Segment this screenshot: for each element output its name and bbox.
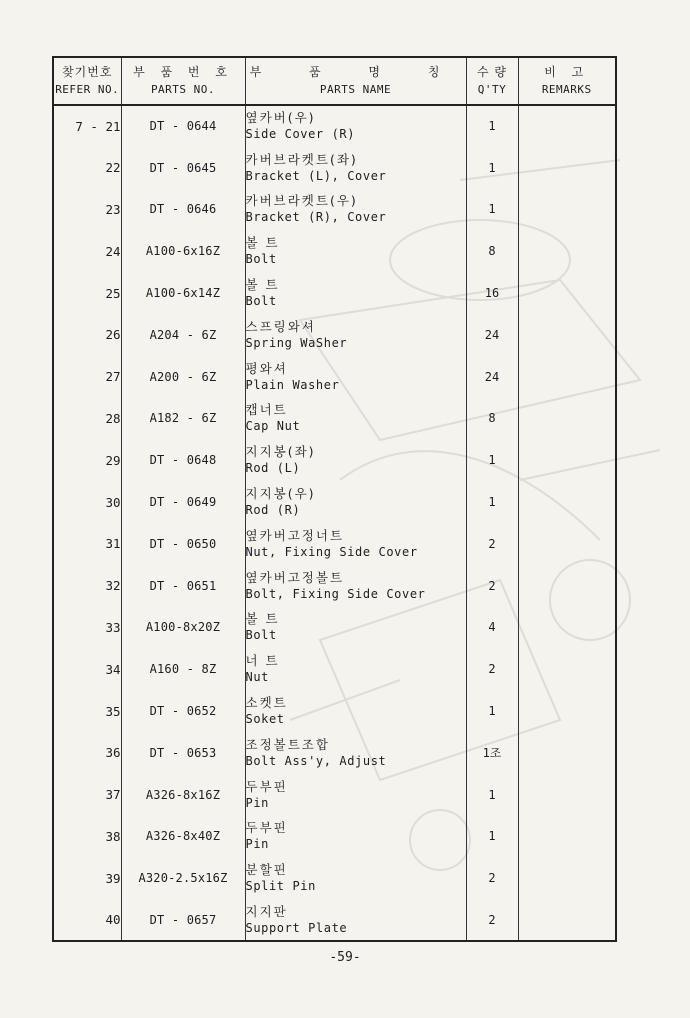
table-row <box>53 481 616 523</box>
part-name-english: Pin <box>245 795 269 810</box>
part-name-korean: 너 트 <box>245 653 280 669</box>
qty-cell: 1 <box>466 105 518 147</box>
part-name-cell <box>245 857 466 899</box>
table-row <box>53 816 616 858</box>
table-row <box>53 607 616 649</box>
part-no-cell: A100-6x14Z <box>121 272 245 314</box>
part-no-cell: DT - 0649 <box>121 481 245 523</box>
qty-cell: 2 <box>466 899 518 941</box>
remarks-cell <box>518 857 616 899</box>
part-name-korean: 볼 트 <box>245 611 280 627</box>
part-name-english: Plain Washer <box>245 377 340 392</box>
table-row <box>53 147 616 189</box>
qty-cell: 1 <box>466 439 518 481</box>
remarks-cell <box>518 230 616 272</box>
refer-no-cell: 31 <box>53 523 121 565</box>
part-name-cell <box>245 481 466 523</box>
qty-cell: 1 <box>466 481 518 523</box>
qty-cell: 1조 <box>466 732 518 774</box>
part-name-cell <box>245 607 466 649</box>
qty-cell: 2 <box>466 523 518 565</box>
refer-no-cell: 27 <box>53 356 121 398</box>
part-no-cell: A100-8x20Z <box>121 607 245 649</box>
table-row <box>53 356 616 398</box>
part-no-cell: DT - 0650 <box>121 523 245 565</box>
part-no-cell: A160 - 8Z <box>121 648 245 690</box>
part-name-korean: 옆카버(우) <box>245 110 316 126</box>
part-name-english: Pin <box>245 837 269 852</box>
remarks-cell <box>518 314 616 356</box>
table-row <box>53 732 616 774</box>
table-row <box>53 690 616 732</box>
part-name-english: Support Plate <box>245 920 348 935</box>
part-name-cell <box>245 648 466 690</box>
refer-no-cell: 33 <box>53 607 121 649</box>
qty-cell: 4 <box>466 607 518 649</box>
remarks-cell <box>518 523 616 565</box>
part-name-korean: 지지판 <box>245 903 288 919</box>
remarks-cell <box>518 899 616 941</box>
refer-no-cell: 29 <box>53 439 121 481</box>
part-name-cell <box>245 356 466 398</box>
table-row <box>53 439 616 481</box>
table-header-row <box>53 57 616 105</box>
part-name-korean: 캡너트 <box>245 402 288 418</box>
part-name-english: Nut <box>245 670 269 685</box>
qty-cell: 16 <box>466 272 518 314</box>
part-name-korean: 지지봉(우) <box>245 486 316 502</box>
part-name-english: Bracket (R), Cover <box>245 210 387 225</box>
part-name-english: Bolt <box>245 252 277 267</box>
part-name-korean: 옆카버고정너트 <box>245 527 345 543</box>
qty-cell: 2 <box>466 857 518 899</box>
table-row <box>53 648 616 690</box>
part-name-korean: 두부핀 <box>245 820 288 836</box>
parts-table-body <box>53 105 616 941</box>
part-name-korean: 카버브라켓트(우) <box>245 193 358 209</box>
remarks-cell <box>518 398 616 440</box>
part-no-cell: A326-8x40Z <box>121 816 245 858</box>
part-name-cell <box>245 147 466 189</box>
part-no-cell: DT - 0657 <box>121 899 245 941</box>
remarks-cell <box>518 565 616 607</box>
refer-no-cell: 37 <box>53 774 121 816</box>
part-name-korean: 지지봉(좌) <box>245 444 316 460</box>
remarks-cell <box>518 607 616 649</box>
table-row <box>53 398 616 440</box>
part-name-cell <box>245 774 466 816</box>
part-no-cell: A100-6x16Z <box>121 230 245 272</box>
table-row <box>53 314 616 356</box>
part-no-cell: A320-2.5x16Z <box>121 857 245 899</box>
part-name-english: Soket <box>245 712 285 727</box>
part-name-english: Rod (L) <box>245 461 301 476</box>
remarks-cell <box>518 105 616 147</box>
table-row <box>53 105 616 147</box>
refer-no-cell: 34 <box>53 648 121 690</box>
part-name-english: Bolt <box>245 294 277 309</box>
part-name-korean: 조정볼트조합 <box>245 736 330 752</box>
qty-cell: 1 <box>466 189 518 231</box>
part-name-english: Split Pin <box>245 879 316 894</box>
parts-table <box>52 56 617 942</box>
table-row <box>53 523 616 565</box>
part-name-cell <box>245 230 466 272</box>
part-no-cell: DT - 0646 <box>121 189 245 231</box>
refer-no-cell: 26 <box>53 314 121 356</box>
remarks-cell <box>518 439 616 481</box>
table-row <box>53 565 616 607</box>
part-name-english: Rod (R) <box>245 503 301 518</box>
table-row <box>53 857 616 899</box>
part-name-english: Bolt <box>245 628 277 643</box>
remarks-cell <box>518 732 616 774</box>
header-remarks: 비 고 REMARKS <box>518 57 616 105</box>
part-name-korean: 소켓트 <box>245 695 288 711</box>
table-row <box>53 189 616 231</box>
part-name-english: Bolt, Fixing Side Cover <box>245 586 426 601</box>
header-refer-no: 찾기번호 REFER NO. <box>53 57 121 105</box>
table-row <box>53 774 616 816</box>
remarks-cell <box>518 774 616 816</box>
part-name-korean: 카버브라켓트(좌) <box>245 151 358 167</box>
part-name-english: Side Cover (R) <box>245 127 356 142</box>
qty-cell: 8 <box>466 398 518 440</box>
remarks-cell <box>518 356 616 398</box>
refer-no-cell: 40 <box>53 899 121 941</box>
part-no-cell: DT - 0648 <box>121 439 245 481</box>
table-row <box>53 272 616 314</box>
part-no-cell: DT - 0644 <box>121 105 245 147</box>
part-name-korean: 분할핀 <box>245 862 288 878</box>
qty-cell: 1 <box>466 774 518 816</box>
part-no-cell: DT - 0645 <box>121 147 245 189</box>
part-no-cell: DT - 0653 <box>121 732 245 774</box>
refer-no-cell: 30 <box>53 481 121 523</box>
part-no-cell: A204 - 6Z <box>121 314 245 356</box>
refer-no-cell: 36 <box>53 732 121 774</box>
part-name-cell <box>245 523 466 565</box>
refer-no-cell: 23 <box>53 189 121 231</box>
table-row <box>53 230 616 272</box>
remarks-cell <box>518 690 616 732</box>
qty-cell: 2 <box>466 565 518 607</box>
part-name-english: Bolt Ass'y, Adjust <box>245 753 387 768</box>
refer-no-cell: 24 <box>53 230 121 272</box>
remarks-cell <box>518 147 616 189</box>
part-no-cell: A200 - 6Z <box>121 356 245 398</box>
page-number: -59- <box>329 950 361 965</box>
header-parts-name: 부 품 명 칭 PARTS NAME <box>245 57 466 105</box>
qty-cell: 8 <box>466 230 518 272</box>
refer-no-cell: 35 <box>53 690 121 732</box>
part-name-cell <box>245 272 466 314</box>
remarks-cell <box>518 272 616 314</box>
remarks-cell <box>518 481 616 523</box>
part-name-cell <box>245 732 466 774</box>
part-name-korean: 볼 트 <box>245 235 280 251</box>
table-row <box>53 899 616 941</box>
part-no-cell: DT - 0652 <box>121 690 245 732</box>
part-name-english: Cap Nut <box>245 419 301 434</box>
part-name-cell <box>245 189 466 231</box>
part-name-korean: 평와셔 <box>245 360 288 376</box>
refer-no-cell: 38 <box>53 816 121 858</box>
refer-no-cell: 28 <box>53 398 121 440</box>
part-name-english: Spring WaSher <box>245 335 348 350</box>
part-no-cell: DT - 0651 <box>121 565 245 607</box>
part-no-cell: A182 - 6Z <box>121 398 245 440</box>
remarks-cell <box>518 816 616 858</box>
part-name-english: Nut, Fixing Side Cover <box>245 544 418 559</box>
refer-no-cell: 22 <box>53 147 121 189</box>
part-name-korean: 두부핀 <box>245 778 288 794</box>
qty-cell: 24 <box>466 314 518 356</box>
remarks-cell <box>518 189 616 231</box>
refer-no-cell: 32 <box>53 565 121 607</box>
part-name-korean: 옆카버고정볼트 <box>245 569 345 585</box>
qty-cell: 1 <box>466 147 518 189</box>
refer-no-cell: 7 - 21 <box>53 105 121 147</box>
part-name-korean: 볼 트 <box>245 277 280 293</box>
part-name-cell <box>245 398 466 440</box>
qty-cell: 1 <box>466 816 518 858</box>
header-qty: 수 량 Q'TY <box>466 57 518 105</box>
qty-cell: 24 <box>466 356 518 398</box>
part-no-cell: A326-8x16Z <box>121 774 245 816</box>
part-name-cell <box>245 314 466 356</box>
part-name-english: Bracket (L), Cover <box>245 168 387 183</box>
refer-no-cell: 25 <box>53 272 121 314</box>
part-name-cell <box>245 816 466 858</box>
qty-cell: 2 <box>466 648 518 690</box>
header-parts-no: 부 품 번 호 PARTS NO. <box>121 57 245 105</box>
part-name-korean: 스프링와셔 <box>245 318 316 334</box>
remarks-cell <box>518 648 616 690</box>
refer-no-cell: 39 <box>53 857 121 899</box>
part-name-cell <box>245 899 466 941</box>
part-name-cell <box>245 690 466 732</box>
part-name-cell <box>245 565 466 607</box>
part-name-cell <box>245 105 466 147</box>
qty-cell: 1 <box>466 690 518 732</box>
part-name-cell <box>245 439 466 481</box>
